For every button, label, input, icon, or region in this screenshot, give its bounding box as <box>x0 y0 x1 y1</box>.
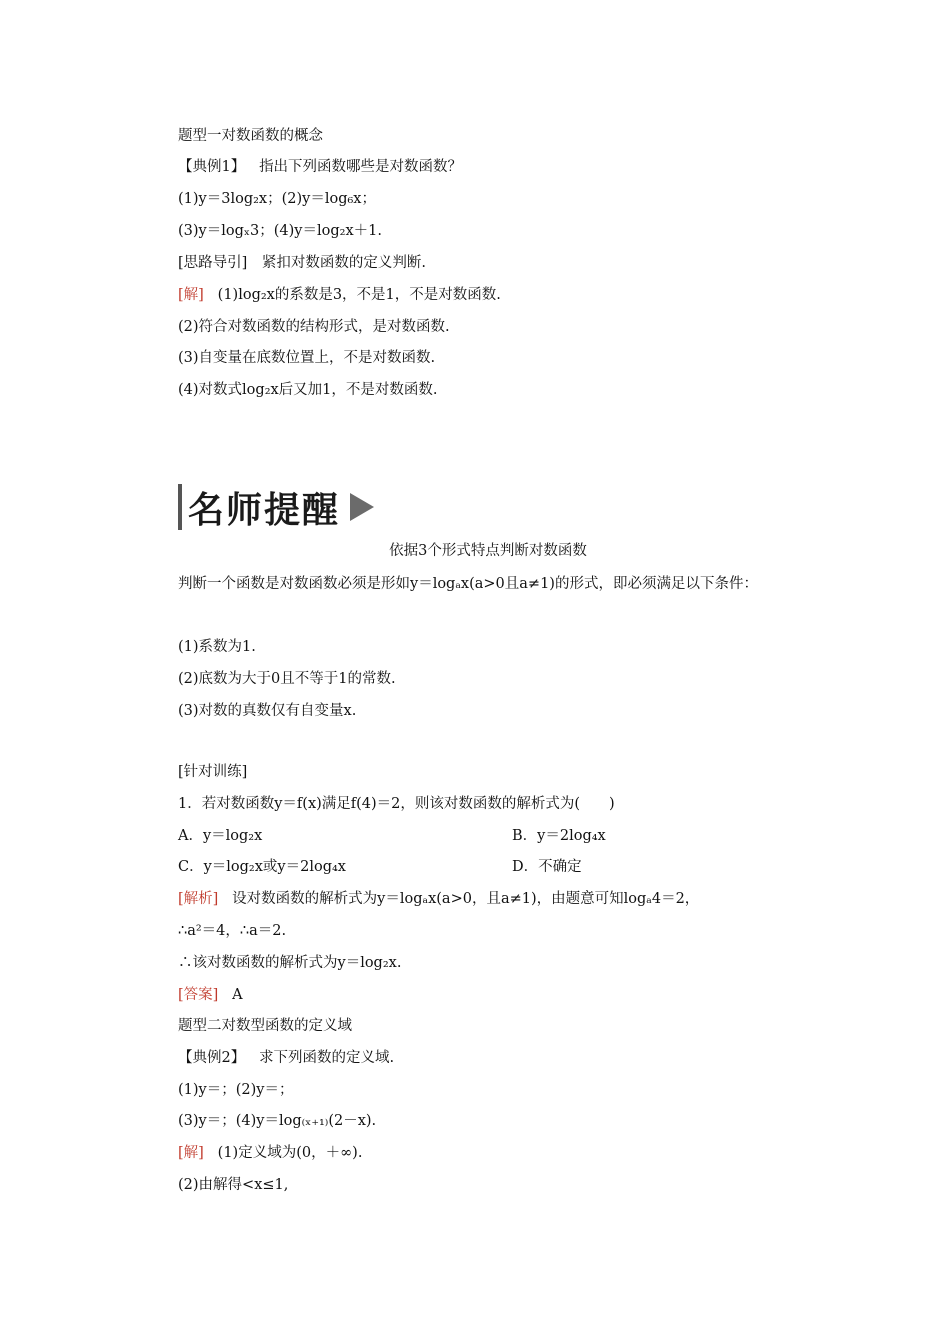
option-d: D．不确定 <box>512 859 582 875</box>
example2-text: 求下列函数的定义域. <box>259 1050 395 1066</box>
answer-line <box>178 985 243 1005</box>
solution1-step1: (1)log₂x的系数是3，不是1，不是对数函数. <box>217 287 501 303</box>
analysis-step2: ∴该对数函数的解析式为y＝log₂x. <box>178 955 402 971</box>
answer-tag: [答案] <box>178 987 219 1003</box>
example1-tag: 【典例1】 <box>178 159 246 175</box>
example2-item1: (1)y＝；(2)y＝； <box>178 1082 294 1098</box>
answer-value: A <box>232 987 243 1003</box>
analysis-step1: ∴a²＝4，∴a＝2. <box>178 923 287 939</box>
section2-title: 题型二对数型函数的定义域 <box>178 1018 352 1034</box>
practice-label: [针对训练] <box>178 764 248 780</box>
example1-text: 指出下列函数哪些是对数函数？ <box>259 159 463 175</box>
analysis-text: 设对数函数的解析式为y＝logₐx(a>0，且a≠1)，由题意可知logₐ4＝2， <box>232 891 700 907</box>
analysis-tag: [解析] <box>178 891 219 907</box>
example2-item2: (3)y＝；(4)y＝log₍ₓ₊₁₎(2－x). <box>178 1113 377 1129</box>
banner-bar <box>178 484 182 530</box>
solution1-line <box>178 285 501 305</box>
solution1-step4: (4)对数式log₂x后又加1，不是对数函数. <box>178 382 438 398</box>
option-a: A．y＝log₂x <box>178 828 263 844</box>
solution2-tag: [解] <box>178 1145 204 1161</box>
example1-line <box>178 157 462 177</box>
tips-condition2: (2)底数为大于0且不等于1的常数. <box>178 671 396 687</box>
solution1-tag: [解] <box>178 287 204 303</box>
solution2-step2: (2)由解得<x≤1, <box>178 1177 289 1193</box>
example1-item1: (1)y＝3log₂x；(2)y＝log₆x； <box>178 191 376 207</box>
example2-line <box>178 1048 394 1068</box>
hint-line: [思路导引] 紧扣对数函数的定义判断. <box>178 255 426 271</box>
triangle-arrow-icon <box>350 493 374 521</box>
section1-title: 题型一对数函数的概念 <box>178 128 323 144</box>
tips-condition1: (1)系数为1. <box>178 639 256 655</box>
solution2-step1: (1)定义域为(0，＋∞). <box>217 1145 363 1161</box>
solution1-step2: (2)符合对数函数的结构形式，是对数函数. <box>178 319 450 335</box>
practice-question: 1．若对数函数y＝f(x)满足f(4)＝2，则该对数函数的解析式为( ) <box>178 796 615 812</box>
example1-item2: (3)y＝logₓ3；(4)y＝log₂x＋1. <box>178 223 382 239</box>
option-b: B．y＝2log₄x <box>512 828 606 844</box>
example2-tag: 【典例2】 <box>178 1050 246 1066</box>
solution2-line <box>178 1143 362 1163</box>
option-c: C．y＝log₂x或y＝2log₄x <box>178 859 346 875</box>
tips-heading: 依据3个形式特点判断对数函数 <box>389 543 587 559</box>
banner-title: 名师提醒 <box>188 489 341 531</box>
tips-paragraph: 判断一个函数是对数函数必须是形如y＝logₐx(a>0且a≠1)的形式，即必须满足以下条件： <box>178 576 758 592</box>
tips-condition3: (3)对数的真数仅有自变量x. <box>178 703 357 719</box>
solution1-step3: (3)自变量在底数位置上，不是对数函数. <box>178 350 436 366</box>
analysis-line <box>178 889 699 909</box>
teacher-tip-banner <box>178 482 374 532</box>
